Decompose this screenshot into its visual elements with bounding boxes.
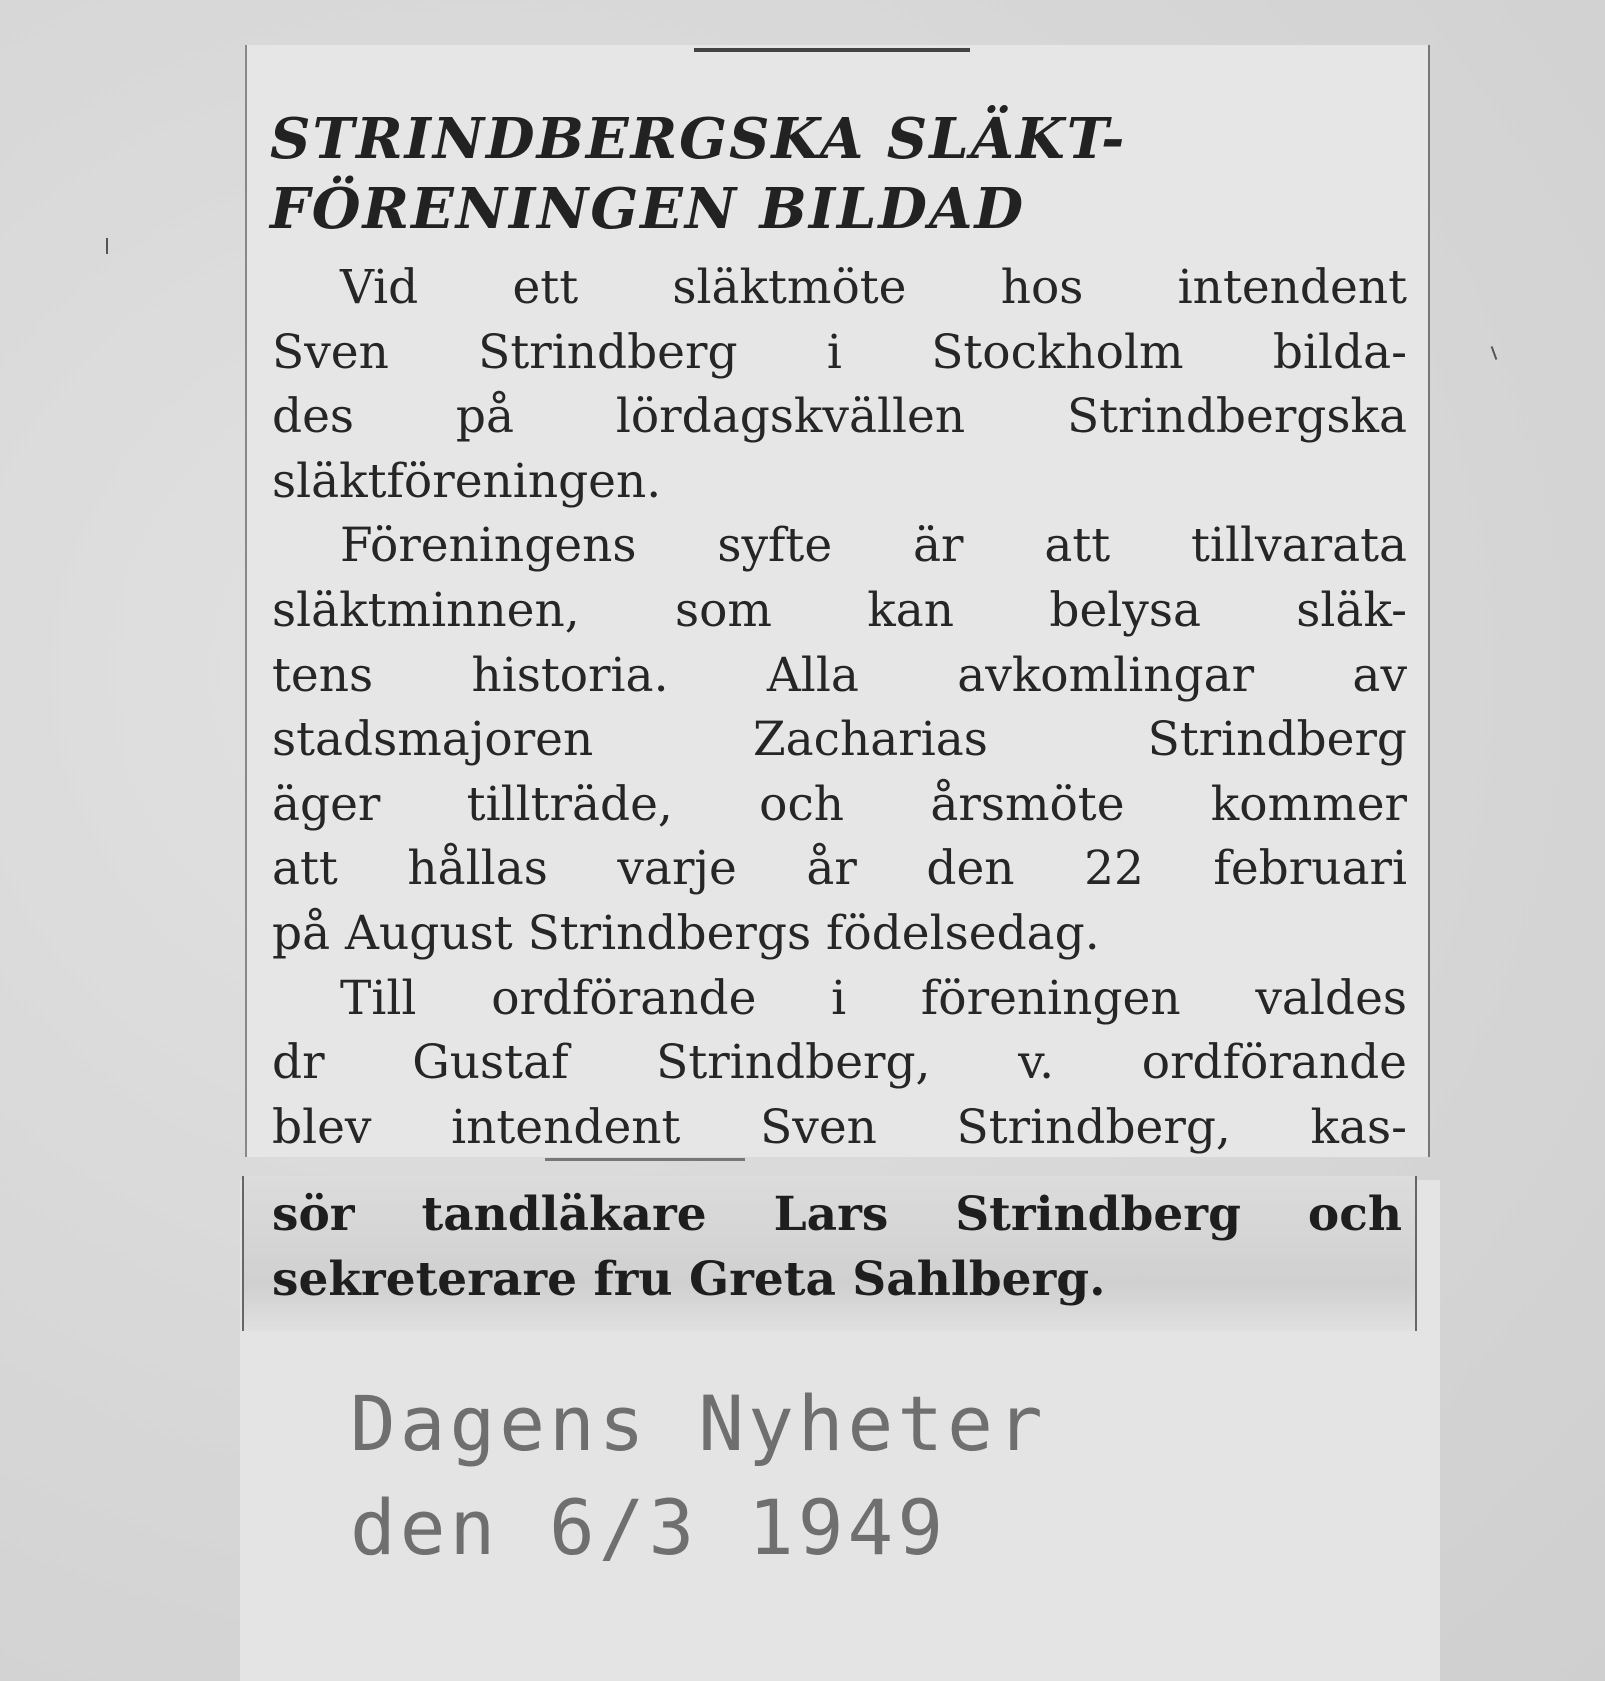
- body-line: Till ordförande i föreningen valdes: [340, 970, 1407, 1026]
- body-line: Sven Strindberg i Stockholm bilda-: [272, 324, 1407, 380]
- body-line: Föreningens syfte är att tillvarata: [340, 518, 1407, 574]
- body-line: dr Gustaf Strindberg, v. ordförande: [272, 1035, 1407, 1091]
- body-line: släktminnen, som kan belysa släk-: [272, 582, 1407, 638]
- pencil-mark: [106, 238, 108, 254]
- body-line: blev intendent Sven Strindberg, kas-: [272, 1099, 1407, 1155]
- article-continuation: [272, 1183, 1402, 1312]
- body-line: äger tillträde, och årsmöte kommer: [272, 776, 1407, 832]
- body-line: Vid ett släktmöte hos intendent: [340, 260, 1407, 315]
- typewritten-source-stamp: [350, 1372, 1047, 1580]
- body-line: att hållas varje år den 22 februari: [272, 841, 1407, 897]
- headline-line: FÖRENINGEN BILDAD: [270, 176, 1025, 242]
- headline: [270, 104, 1126, 244]
- source-newspaper: Dagens Nyheter: [350, 1379, 1047, 1468]
- body-line: stadsmajoren Zacharias Strindberg: [272, 712, 1407, 768]
- body-line: des på lördagskvällen Strindbergska: [272, 389, 1407, 445]
- article-body: [272, 256, 1407, 1160]
- headline-line: STRINDBERGSKA SLÄKT-: [270, 106, 1127, 172]
- body-line: släktföreningen.: [272, 453, 662, 509]
- body-line: tens historia. Alla avkomlingar av: [272, 647, 1407, 703]
- continuation-line: sekreterare fru Greta Sahlberg.: [272, 1251, 1106, 1307]
- continuation-line: sör tandläkare Lars Strindberg och: [272, 1187, 1402, 1242]
- source-date: den 6/3 1949: [350, 1483, 948, 1572]
- top-rule: [694, 48, 970, 52]
- body-line: på August Strindbergs födelsedag.: [272, 905, 1100, 961]
